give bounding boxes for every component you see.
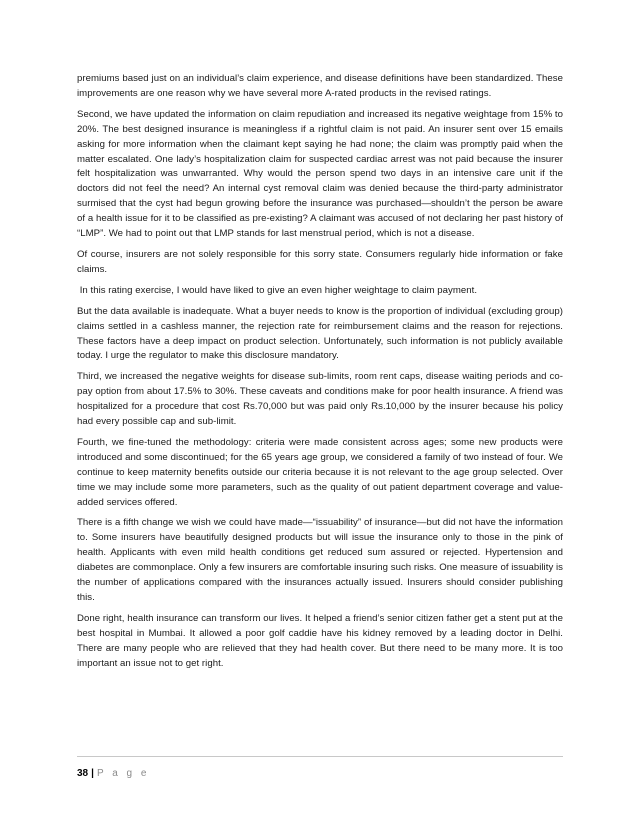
paragraph-4: In this rating exercise, I would have liked to give an even higher weightage to claim payment. [77,284,478,296]
paragraph-3: Of course, insurers are not solely responsible for this sorry state. Consumers regularly hide information or fake claims. [77,248,563,275]
paragraph-9: Done right, health insurance can transform our lives. It helped a friend’s senior citizen father get a stent put at the best hospital in Mumbai. It allowed a poor golf caddie have his kidney removed by a leading doctor in Delhi. There are many people who are relieved that they had health cover. But there need to be many more. It is too important an issue not to get right. [77,612,563,669]
body-text [77,72,563,678]
page-footer [77,756,563,806]
paragraph-5: But the data available is inadequate. What a buyer needs to know is the proportion of individual (excluding group) claims settled in a cashless manner, the rejection rate for reimbursement claims and the reason for rejections. These factors have a deep impact on product selection. Unfortunately, such information is not publicly available today. I urge the regulator to make this disclosure mandatory. [77,305,563,362]
footer-divider [77,756,563,757]
page-label: P a g e [96,768,150,779]
paragraph-7: Fourth, we fine-tuned the methodology: criteria were made consistent across ages; some new products were introduced and some discontinued; for the 65 years age group, we considered a family of two instead of four. We continue to keep maternity benefits outside our criteria because it is not relevant to the age group selected. Over time we may include some more parameters, such as the quality of out patient department coverage and value-added services offered. [77,436,563,508]
footer-page-indicator [77,767,149,781]
paragraph-8: There is a fifth change we wish we could have made—“issuability” of insurance—but did not have the information to. Some insurers have beautifully designed products but will issue the insurance only to those in the pink of health. Applicants with even mild health conditions get reduced sum assured or rejected. Hypertension and diabetes are commonplace. Only a few insurers are comfortable insuring such risks. One measure of issuability is the number of applications compared with the insurances actually issued. Insurers should consider publishing this. [77,517,563,603]
paragraph-2: Second, we have updated the information on claim repudiation and increased its negative weightage from 15% to 20%. The best designed insurance is meaningless if a rightful claim is not paid. An insurer sent over 15 emails asking for more information when the claimant kept saying he had none; the claim was promptly paid when the matter escalated. One lady’s hospitalization claim for suspected cardiac arrest was not paid because the insurer felt hospitalization was unwarranted. Why would the person spend two days in an intensive care unit if the doctors did not feel the need? An internal cyst removal claim was denied because the third-party administrator surmised that the cyst had begun growing before the insurance was purchased—shouldn’t the person be aware of a health issue for it to be classified as pre-existing? A claimant was accused of not declaring her past history of “LMP”. We had to point out that LMP stands for last menstrual period, which is not a disease. [77,108,563,240]
paragraph-1: premiums based just on an individual’s claim experience, and disease definitions have been standardized. These improvements are one reason why we have several more A-rated products in the revised ratings. [77,73,563,99]
page-number: 38 [77,768,89,779]
footer-separator: | [91,768,94,779]
paragraph-6: Third, we increased the negative weights for disease sub-limits, room rent caps, disease waiting periods and co-pay option from about 17.5% to 30%. These caveats and conditions make for poor health insurance. A friend was hospitalized for a procedure that cost Rs.70,000 but was paid only Rs.10,000 by the insurer because his policy had every possible cap and sub-limit. [77,371,563,428]
